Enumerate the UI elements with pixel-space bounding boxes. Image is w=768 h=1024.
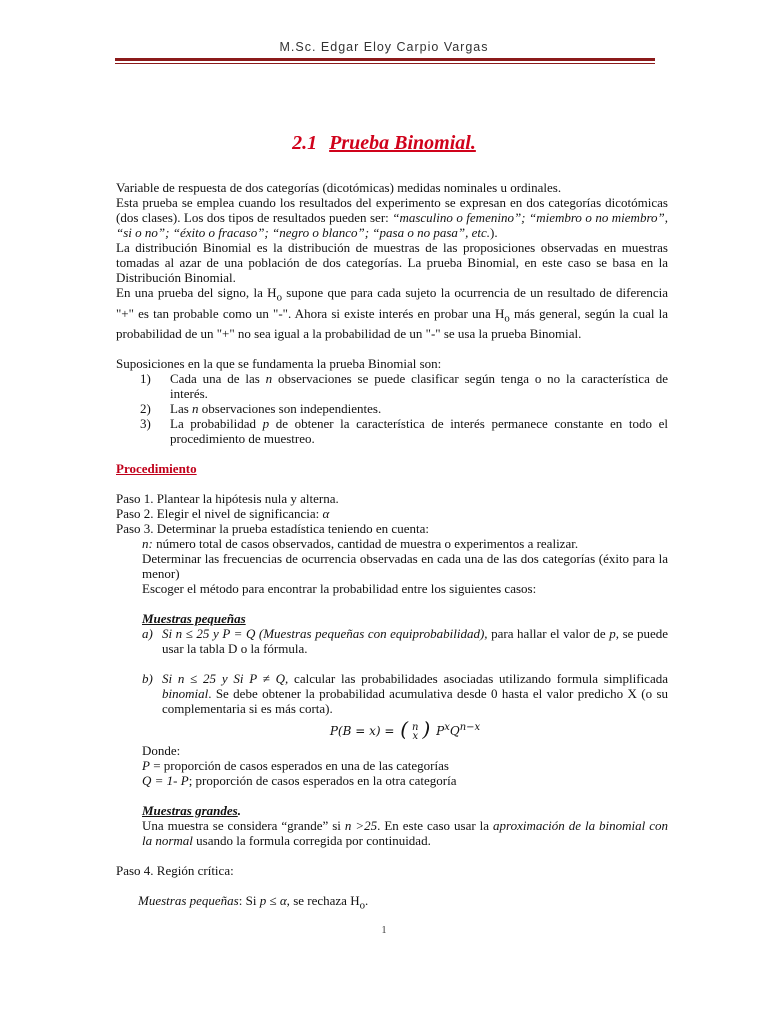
intro-paragraph-1: Variable de respuesta de dos categorías (dicotómicas) medidas nominales u ordinales. (116, 180, 562, 195)
section-number: 2.1 (292, 132, 318, 154)
region-critica: Muestras pequeñas: Si p ≤ α, se rechaza $H_o$. (138, 892, 369, 912)
p-definition: P = proporción de casos esperados en una de las categorías (142, 757, 449, 773)
page-number: 1 (381, 925, 387, 936)
page-header: M.Sc. Edgar Eloy Carpio Vargas (279, 40, 489, 54)
suposiciones-list (140, 371, 668, 446)
intro-paragraph-4: En una prueba del signo, la $H_o$ supone que para cada sujeto la ocurrencia de un resultado de diferencia "+" es tan probable como un "-". Ahora si existe interés en probar una $H_o$ más general, según la cual la probabilidad de un "+" no sea igual a la probabilidad de un "-" se usa la prueba Binomial. (116, 285, 669, 342)
paso-3: Paso 3. Determinar la prueba estadística teniendo en cuenta: (116, 521, 429, 537)
procedimiento-heading: Procedimiento (116, 461, 197, 477)
section-title (0, 132, 768, 155)
binomial-formula: P(B = x) = ( n x ) $P^xQ^{n-x}$ (329, 717, 481, 742)
paso-3-details: n: número total de casos observados, cantidad de muestra o experimentos a realizar. Determinar las frecuencias de ocurrencia observadas en cada una de las dos categorías (éxito para la menor) Escoger el método para encontrar la probabilidad entre los siguientes casos: Muestras pequeñas a) Si n ≤ 25 y P = Q (Muestras pequeñas con equiprobabilidad), para hallar el valor de p, se puede usar la tabla D o la fórmula. b) Si n ≤ 25 y Si P ≠ Q, calcular las probabilidades asociadas utilizando formula simplificada binomial. Se debe obtener la probabilidad acumulativa desde 0 hasta el valor predicho X (o su complementaria si es más corta). P(B = x) = ( n x ) $P^xQ^{n-x}$ Donde: P = proporción de casos esperados en una de las categorías Q = 1- P; proporción de casos esperados en la otra categoría Muestras grandes. Una muestra se considera “grande” si n >25. En este caso usar la aproximación de la binomial con la normal usando la formula corregida por continuidad. (142, 536, 669, 848)
donde: Donde: (142, 742, 181, 758)
muestras-pequenas-heading: Muestras pequeñas (142, 611, 246, 627)
list-item: 1) Cada una de las n observaciones se puede clasificar según tenga o no la característica de interés. (140, 371, 668, 402)
paso-4: Paso 4. Región crítica: (116, 862, 234, 878)
muestras-grandes-heading: Muestras grandes (142, 802, 238, 818)
case-b: b) Si n ≤ 25 y Si P ≠ Q, calcular las probabilidades asociadas utilizando formula simplificada binomial. Se debe obtener la probabilidad acumulativa desde 0 hasta el valor predicho X (o su complementaria si es más corta). (142, 671, 668, 717)
muestras-grandes-text: Una muestra se considera “grande” si n >25. En este caso usar la aproximación de la binomial con la normal usando la formula corregida por continuidad. (142, 817, 669, 848)
q-definition: Q = 1- P; proporción de casos esperados en la otra categoría (142, 772, 457, 788)
intro-paragraph-3: La distribución Binomial es la distribución de muestras de las proposiciones observadas en muestras tomadas al azar de una población de dos categorías. La prueba Binomial, en este caso se basa en la Distribución Binomial. (116, 240, 668, 285)
suposiciones-lead: Suposiciones en la que se fundamenta la prueba Binomial son: (116, 356, 442, 372)
section-title-text: Prueba Binomial. (329, 132, 476, 154)
header-rule-thick (115, 58, 655, 61)
case-a: a) Si n ≤ 25 y P = Q (Muestras pequeñas con equiprobabilidad), para hallar el valor de p, se puede usar la tabla D o la fórmula. (142, 626, 669, 657)
paso-2: Paso 2. Elegir el nivel de significancia: α (116, 506, 330, 522)
list-item: 3) La probabilidad p de obtener la característica de interés permanece constante en todo el procedimiento de muestreo. (140, 416, 668, 447)
intro-paragraph-2: Esta prueba se emplea cuando los resultados del experimento se expresan en dos categorías dicotómicas (dos clases). Los dos tipos de resultados pueden ser: “masculino o femenino”; “miembro o no miembro”, “si o no”; “éxito o fracaso”; “negro o blanco”; “pasa o no pasa”, etc.). (116, 195, 668, 240)
list-item: 2) Las n observaciones son independientes. (140, 401, 382, 417)
paso-1: Paso 1. Plantear la hipótesis nula y alterna. (116, 491, 339, 507)
document-body (116, 180, 668, 913)
header-rule-thin (115, 63, 655, 64)
